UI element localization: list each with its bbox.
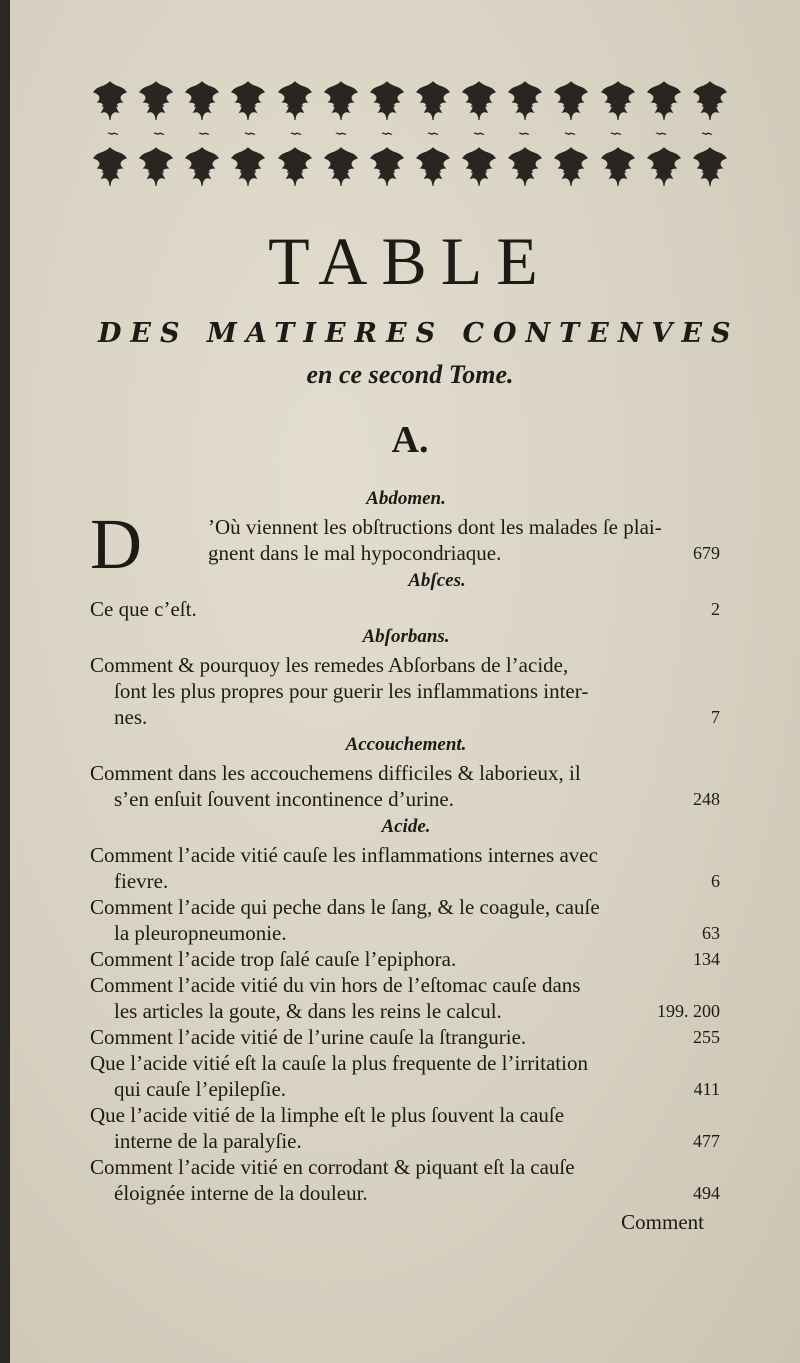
fleuron-ornament: [553, 128, 587, 140]
fleuron-ornament: [228, 80, 268, 122]
entry-text-line: la pleuropneumonie.: [114, 921, 287, 945]
page-reference: 134: [693, 949, 720, 969]
page-reference: 411: [693, 1079, 720, 1099]
index-entry: [90, 1154, 722, 1206]
fleuron-ornament: [367, 146, 407, 188]
fleuron-ornament: [370, 128, 404, 140]
fleuron-ornament: [462, 128, 496, 140]
page-subtitle: DES MATIERES CONTENVES: [98, 318, 740, 349]
index-entry: [90, 760, 722, 812]
entry-text-line: Comment l’acide qui peche dans le ſang, & le coagule, cauſe: [90, 895, 600, 919]
section-heading: Abdomen.: [366, 488, 446, 509]
fleuron-ornament: [459, 146, 499, 188]
section-heading: Abſces.: [408, 570, 466, 591]
entry-text-line: qui cauſe l’epilepſie.: [114, 1077, 287, 1101]
entry-text-line: ’Où viennent les obſtructions dont les malades ſe plai-: [208, 515, 662, 539]
fleuron-ornament: [324, 128, 358, 140]
index-entry: [90, 972, 722, 1024]
book-gutter: [0, 0, 10, 1363]
entry-text-line: Que l’acide vitié de la limphe eſt le plus ſouvent la cauſe: [90, 1103, 565, 1127]
ornament-row-top: [90, 80, 730, 122]
page-reference: 2: [711, 599, 720, 619]
fleuron-ornament: [644, 128, 678, 140]
ornament-row-middle: [96, 128, 724, 140]
entry-text-line: s’en enſuit ſouvent incontinence d’urine.: [114, 787, 454, 811]
fleuron-ornament: [507, 128, 541, 140]
entry-text-line: Comment l’acide vitié cauſe les inflammations internes avec: [90, 843, 598, 867]
entry-text-line: Comment l’acide vitié en corrodant & piquant eſt la cauſe: [90, 1155, 575, 1179]
index-entry: [90, 1024, 722, 1050]
fleuron-ornament: [90, 146, 130, 188]
entry-text-line: ſont les plus propres pour guerir les inflammations inter-: [114, 679, 589, 703]
index-entry: [90, 596, 722, 622]
entry-text-line: Comment l’acide vitié de l’urine cauſe la ſtrangurie.: [90, 1025, 527, 1049]
drop-capital: D: [90, 504, 142, 584]
page-reference: 248: [693, 789, 720, 809]
page-reference: 494: [693, 1183, 720, 1203]
fleuron-ornament: [228, 146, 268, 188]
page-reference: 255: [693, 1027, 720, 1047]
fleuron-ornament: [96, 128, 130, 140]
fleuron-ornament: [644, 146, 684, 188]
fleuron-ornament: [182, 146, 222, 188]
fleuron-ornament: [551, 146, 591, 188]
fleuron-ornament: [321, 146, 361, 188]
section-heading: Abſorbans.: [362, 626, 450, 647]
fleuron-ornament: [367, 80, 407, 122]
book-page: [10, 0, 800, 1363]
fleuron-ornament: [505, 146, 545, 188]
section-letter: A.: [391, 419, 429, 461]
fleuron-ornament: [279, 128, 313, 140]
fleuron-ornament: [275, 146, 315, 188]
section-heading: Accouchement.: [345, 734, 467, 755]
entry-text-line: Ce que c’eſt.: [90, 597, 197, 621]
entry-text-line: Que l’acide vitié eſt la cauſe la plus frequente de l’irritation: [90, 1051, 588, 1075]
entry-text-line: interne de la paralyſie.: [114, 1129, 302, 1153]
page-reference: 7: [711, 707, 720, 727]
fleuron-ornament: [690, 146, 730, 188]
catchword: Comment: [621, 1210, 704, 1234]
entry-text-line: Comment l’acide trop ſalé cauſe l’epiphora.: [90, 947, 457, 971]
section-heading: Acide.: [381, 816, 431, 837]
index-entry: [90, 946, 722, 972]
fleuron-ornament: [90, 80, 130, 122]
page-title: TABLE: [268, 223, 552, 299]
fleuron-ornament: [413, 146, 453, 188]
entry-text-line: éloignée interne de la douleur.: [114, 1181, 368, 1205]
entry-text-line: les articles la goute, & dans les reins le calcul.: [114, 999, 502, 1023]
page-reference: 679: [693, 543, 720, 563]
printer-ornament-band: [90, 80, 730, 188]
fleuron-ornament: [644, 80, 684, 122]
index-entry: [90, 1050, 722, 1102]
entry-text-line: gnent dans le mal hypocondriaque.: [208, 541, 502, 565]
entry-text-line: Comment dans les accouchemens difficiles & laborieux, il: [90, 761, 581, 785]
fleuron-ornament: [142, 128, 176, 140]
fleuron-ornament: [690, 80, 730, 122]
fleuron-ornament: [505, 80, 545, 122]
fleuron-ornament: [416, 128, 450, 140]
entry-text-line: Comment l’acide vitié du vin hors de l’eſtomac cauſe dans: [90, 973, 581, 997]
page-reference: 477: [693, 1131, 720, 1151]
fleuron-ornament: [182, 80, 222, 122]
fleuron-ornament: [275, 80, 315, 122]
fleuron-ornament: [136, 146, 176, 188]
fleuron-ornament: [321, 80, 361, 122]
fleuron-ornament: [551, 80, 591, 122]
index-entry: [90, 1102, 722, 1154]
fleuron-ornament: [187, 128, 221, 140]
page-reference: 199. 200: [657, 1001, 720, 1021]
entry-text-line: nes.: [114, 705, 148, 729]
fleuron-ornament: [136, 80, 176, 122]
page-reference: 6: [711, 871, 720, 891]
fleuron-ornament: [413, 80, 453, 122]
page-subtitle-line2: en ce second Tome.: [306, 360, 514, 389]
index-entry: [90, 652, 722, 730]
fleuron-ornament: [599, 128, 633, 140]
fleuron-ornament: [598, 80, 638, 122]
entry-text-line: Comment & pourquoy les remedes Abſorbans de l’acide,: [90, 653, 569, 677]
fleuron-ornament: [690, 128, 724, 140]
index-entry: [90, 842, 722, 894]
entry-text-line: fievre.: [114, 869, 169, 893]
page-reference: 63: [702, 923, 720, 943]
index-content: [90, 484, 722, 1206]
fleuron-ornament: [233, 128, 267, 140]
fleuron-ornament: [459, 80, 499, 122]
index-entry: [90, 894, 722, 946]
fleuron-ornament: [598, 146, 638, 188]
ornament-row-bottom: [90, 146, 730, 188]
